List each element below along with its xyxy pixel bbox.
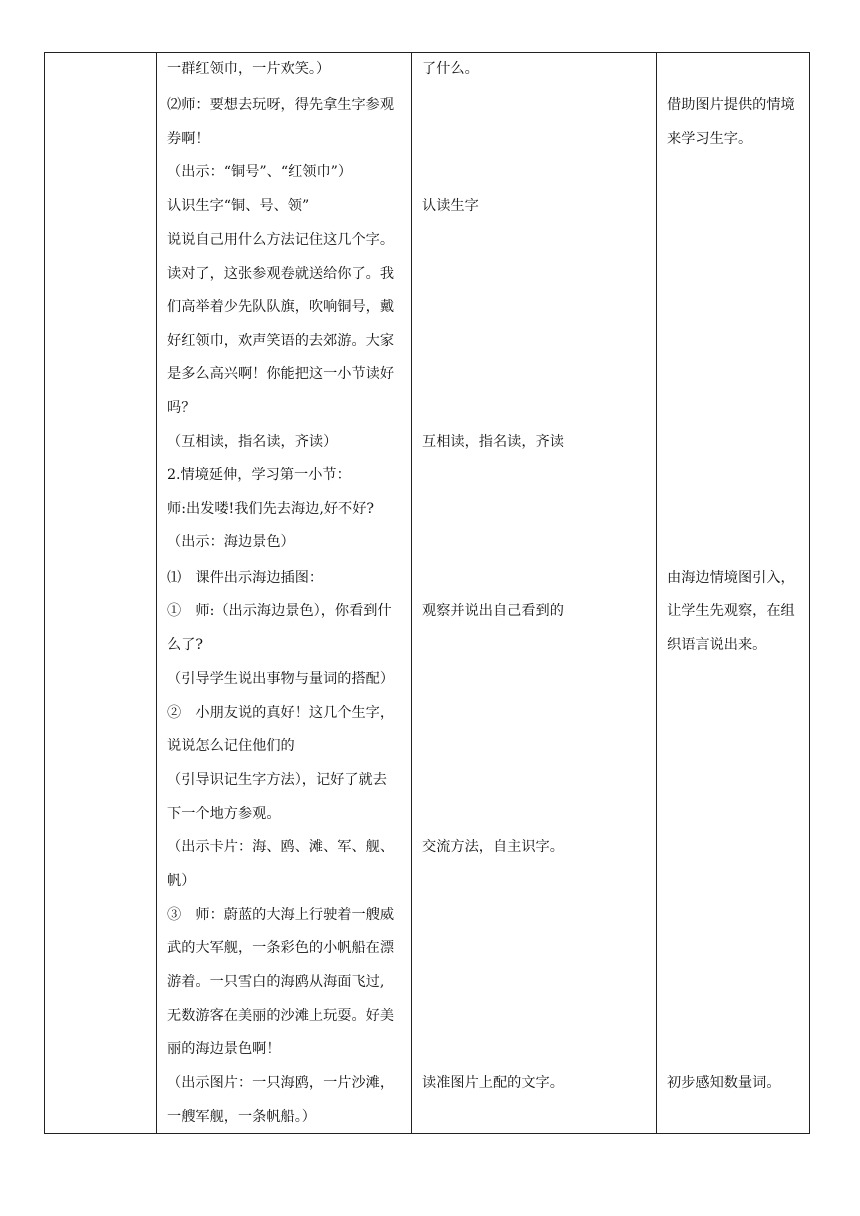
text-line: 读准图片上配的文字。: [422, 1075, 564, 1091]
text-line: 让学生先观察，在组: [667, 603, 795, 619]
text-line: 认识生字“铜、号、领”: [167, 198, 310, 214]
text-line: 互相读，指名读，齐读: [422, 434, 564, 450]
column-divider: [656, 53, 657, 1133]
lesson-plan-table: [44, 52, 810, 1134]
text-line: ⑵师：要想去玩呀，得先拿生字参观: [167, 97, 395, 113]
text-line: 了什么。: [422, 61, 479, 77]
text-line: 们高举着少先队队旗，吹响铜号，戴: [167, 299, 395, 315]
text-line: （出示：“铜号”、“红领巾”）: [167, 164, 353, 180]
text-line: 交流方法，自主识字。: [422, 839, 564, 855]
text-line: （出示：海边景色）: [167, 534, 295, 550]
text-line: ① 师:（出示海边景色），你看到什: [167, 603, 392, 619]
text-line: 无数游客在美丽的沙滩上玩耍。好美: [167, 1008, 395, 1024]
text-line: 丽的海边景色啊！: [167, 1041, 281, 1057]
text-line: 织语言说出来。: [667, 637, 767, 653]
text-line: 师:出发喽!我们先去海边,好不好?: [167, 501, 375, 517]
text-line: （出示卡片：海、鸥、滩、军、舰、: [167, 839, 395, 855]
text-line: 券啊！: [167, 131, 210, 147]
text-line: 来学习生字。: [667, 131, 753, 147]
text-line: 武的大军舰，一条彩色的小帆船在漂: [167, 940, 395, 956]
text-line: 由海边情境图引入，: [667, 570, 795, 586]
column-divider: [156, 53, 157, 1133]
text-line: （引导识记生字方法），记好了就去: [167, 772, 387, 788]
text-line: ⑴ 课件出示海边插图：: [167, 570, 324, 586]
text-line: ③ 师：蔚蓝的大海上行驶着一艘威: [167, 907, 395, 923]
text-line: （互相读，指名读，齐读）: [167, 434, 338, 450]
text-line: 好红领巾，欢声笑语的去郊游。大家: [167, 333, 395, 349]
text-line: 读对了，这张参观卷就送给你了。我: [167, 266, 395, 282]
text-line: 么了?: [167, 637, 203, 653]
text-line: 下一个地方参观。: [167, 806, 281, 822]
text-line: 2.情境延伸，学习第一小节：: [167, 467, 351, 483]
text-line: 一群红领巾，一片欢笑。）: [167, 61, 331, 77]
text-line: 观察并说出自己看到的: [422, 603, 564, 619]
text-line: （引导学生说出事物与量词的搭配）: [167, 671, 395, 687]
text-line: 说说怎么记住他们的: [167, 738, 295, 754]
text-line: 借助图片提供的情境: [667, 97, 795, 113]
text-line: 说说自己用什么方法记住这几个字。: [167, 232, 395, 248]
column-divider: [411, 53, 412, 1133]
text-line: 认读生字: [422, 198, 479, 214]
text-line: 游着。一只雪白的海鸥从海面飞过,: [167, 974, 385, 990]
text-line: （出示图片：一只海鸥，一片沙滩，: [167, 1075, 395, 1091]
text-line: ② 小朋友说的真好！这几个生字，: [167, 705, 395, 721]
text-line: 一艘军舰，一条帆船。）: [167, 1109, 316, 1125]
text-line: 帆）: [167, 873, 196, 889]
text-line: 是多么高兴啊！你能把这一小节读好: [167, 366, 395, 382]
text-line: 吗？: [167, 400, 196, 416]
text-line: 初步感知数量词。: [667, 1075, 781, 1091]
